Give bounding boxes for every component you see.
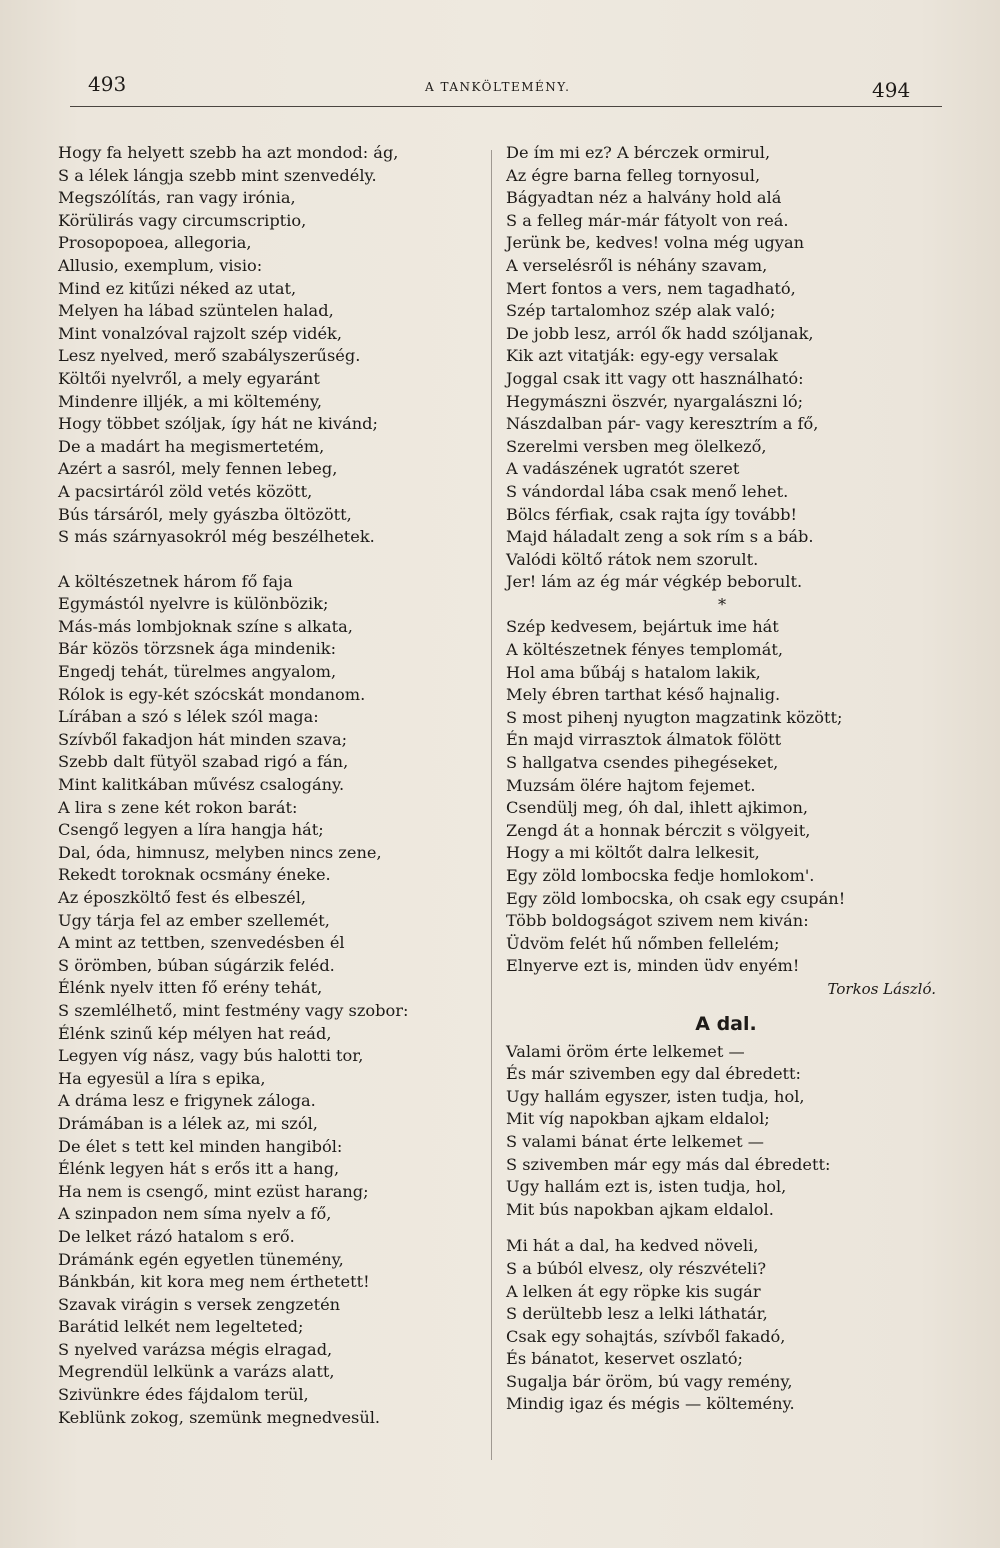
verse-line: Szép tartalomhoz szép alak való; xyxy=(506,301,776,321)
verse-line: Szép kedvesem, bejártuk ime hát xyxy=(506,617,779,637)
verse-line: Szavak virágin s versek zengzetén xyxy=(58,1294,341,1314)
verse-line: Elnyerve ezt is, minden üdv enyém! xyxy=(506,956,800,976)
verse-line: Rekedt toroknak ocsmány éneke. xyxy=(58,865,331,885)
asterisk-separator: * xyxy=(718,594,727,614)
verse-line: Élénk legyen hát s erős itt a hang, xyxy=(58,1159,340,1179)
verse-line: Megrendül lelkünk a varázs alatt, xyxy=(58,1362,335,1382)
verse-line: Több boldogságot szivem nem kiván: xyxy=(506,911,809,931)
verse-line: S szivemben már egy más dal ébredett: xyxy=(506,1154,831,1174)
verse-line: S most pihenj nyugton magzatink között; xyxy=(506,707,843,727)
verse-line: Mindenre illjék, a mi költemény, xyxy=(58,391,323,411)
verse-line: És bánatot, keservet oszlató; xyxy=(506,1349,743,1369)
verse-line: Bágyadtan néz a halvány hold alá xyxy=(506,188,782,208)
verse-line: Mind ez kitűzi néked az utat, xyxy=(58,278,297,298)
verse-line: Keblünk zokog, szemünk megnedvesül. xyxy=(58,1407,381,1427)
verse-line: Bús társáról, mely gyászba öltözött, xyxy=(58,504,352,524)
right-stanza-2 xyxy=(506,616,946,978)
verse-line: Ha nem is csengő, mint ezüst harang; xyxy=(58,1181,369,1201)
left-stanza-1 xyxy=(58,142,478,549)
verse-line: Prosopopoea, allegoria, xyxy=(58,233,252,253)
verse-line: Szerelmi versben meg ölelkező, xyxy=(506,436,767,456)
verse-line: Mit bús napokban ajkam eldalol. xyxy=(506,1199,774,1219)
verse-line: A lira s zene két rokon barát: xyxy=(58,797,298,817)
poem-title: A dal. xyxy=(695,1012,757,1035)
verse-line: Szivünkre édes fájdalom terül, xyxy=(58,1385,309,1405)
verse-line: Körülirás vagy circumscriptio, xyxy=(58,210,307,230)
verse-line: Zengd át a honnak bérczit s völgyeit, xyxy=(506,820,811,840)
verse-line: A vadászének ugratót szeret xyxy=(506,459,740,479)
verse-line: Mindig igaz és mégis — költemény. xyxy=(506,1394,795,1414)
verse-line: Hegymászni öszvér, nyargalászni ló; xyxy=(506,391,804,411)
left-column xyxy=(58,142,478,1429)
verse-line: Csendülj meg, óh dal, ihlett ajkimon, xyxy=(506,798,809,818)
verse-line: Költői nyelvről, a mely egyaránt xyxy=(58,368,320,388)
verse-line: Joggal csak itt vagy ott használható: xyxy=(506,368,804,388)
verse-line: Valódi költő rátok nem szorult. xyxy=(506,549,759,569)
stanza-gap xyxy=(506,1221,946,1235)
verse-line: S örömben, búban súgárzik feléd. xyxy=(58,955,335,975)
verse-line: Jer! lám az ég már végkép beborult. xyxy=(506,572,803,592)
verse-line: S a felleg már-már fátyolt von reá. xyxy=(506,210,789,230)
verse-line: De ím mi ez? A bérczek ormirul, xyxy=(506,143,771,162)
verse-line: Valami öröm érte lelkemet — xyxy=(506,1041,745,1061)
verse-line: Hol ama bűbáj s hatalom lakik, xyxy=(506,662,761,682)
left-stanza-2 xyxy=(58,571,478,1430)
verse-line: S a búból elvesz, oly részvételi? xyxy=(506,1258,767,1278)
verse-line: Mely ébren tarthat késő hajnalig. xyxy=(506,685,781,705)
verse-line: Drámában is a lélek az, mi szól, xyxy=(58,1113,318,1133)
verse-line: Hogy fa helyett szebb ha azt mondod: ág, xyxy=(58,143,399,162)
verse-line: Bár közös törzsnek ága mindenik: xyxy=(58,639,337,659)
poem-stanza-1 xyxy=(506,1041,946,1222)
page-header xyxy=(0,0,1000,120)
verse-line: Mi hát a dal, ha kedved növeli, xyxy=(506,1236,759,1256)
verse-line: Melyen ha lábad szüntelen halad, xyxy=(58,301,334,321)
verse-line: Ha egyesül a líra s epika, xyxy=(58,1068,266,1088)
verse-line: A költészetnek három fő faja xyxy=(58,571,293,591)
verse-line: A pacsirtáról zöld vetés között, xyxy=(58,481,313,501)
verse-line: Muzsám ölére hajtom fejemet. xyxy=(506,775,756,795)
verse-line: Azért a sasról, mely fennen lebeg, xyxy=(58,459,338,479)
verse-line: S valami bánat érte lelkemet — xyxy=(506,1131,764,1151)
verse-line: Bölcs férfiak, csak rajta így tovább! xyxy=(506,504,797,524)
verse-line: Egy zöld lombocska, oh csak egy csupán! xyxy=(506,888,846,908)
verse-line: Üdvöm felét hű nőmben fellelém; xyxy=(506,933,780,953)
verse-line: A költészetnek fényes templomát, xyxy=(506,640,784,660)
verse-line: Rólok is egy-két szócskát mondanom. xyxy=(58,684,366,704)
verse-line: S derültebb lesz a lelki láthatár, xyxy=(506,1304,768,1324)
verse-line: S más szárnyasokról még beszélhetek. xyxy=(58,527,375,547)
verse-line: A dráma lesz e frigynek záloga. xyxy=(58,1091,316,1111)
author-signature: Torkos László. xyxy=(827,979,936,998)
verse-line: Az égre barna felleg tornyosul, xyxy=(506,165,761,185)
verse-line: De jobb lesz, arról ők hadd szóljanak, xyxy=(506,323,814,343)
right-stanza-1 xyxy=(506,142,946,594)
verse-line: S hallgatva csendes pihegéseket, xyxy=(506,753,779,773)
verse-line: Drámánk egén egyetlen tünemény, xyxy=(58,1249,344,1269)
verse-line: Mert fontos a vers, nem tagadható, xyxy=(506,278,796,298)
verse-line: Kik azt vitatják: egy-egy versalak xyxy=(506,346,778,366)
verse-line: Dal, óda, himnusz, melyben nincs zene, xyxy=(58,842,382,862)
verse-line: Az époszköltő fest és elbeszél, xyxy=(58,888,307,907)
verse-line: És már szivemben egy dal ébredett: xyxy=(506,1064,801,1084)
section-separator xyxy=(506,594,946,617)
header-rule xyxy=(70,106,942,107)
poem-stanza-2 xyxy=(506,1235,946,1416)
page-number-left: 493 xyxy=(88,72,127,96)
stanza-gap xyxy=(58,549,478,571)
verse-line: Szívből fakadjon hát minden szava; xyxy=(58,729,348,749)
verse-line: S vándordal lába csak menő lehet. xyxy=(506,481,789,501)
verse-line: Sugalja bár öröm, bú vagy remény, xyxy=(506,1371,793,1391)
verse-line: Allusio, exemplum, visio: xyxy=(58,255,263,275)
verse-line: Bánkbán, kit kora meg nem érthetett! xyxy=(58,1272,370,1292)
verse-line: Egymástól nyelvre is különbözik; xyxy=(58,594,329,614)
verse-line: A mint az tettben, szenvedésben él xyxy=(58,933,345,953)
verse-line: A verselésről is néhány szavam, xyxy=(506,255,768,275)
verse-line: Élénk nyelv itten fő erény tehát, xyxy=(58,978,323,998)
verse-line: Mint vonalzóval rajzolt szép vidék, xyxy=(58,323,343,343)
verse-line: Csengő legyen a líra hangja hát; xyxy=(58,820,324,840)
verse-line: Ugy tárja fel az ember szellemét, xyxy=(58,910,330,930)
right-column xyxy=(506,142,946,1416)
verse-line: S a lélek lángja szebb mint szenvedély. xyxy=(58,165,377,185)
page-number-right: 494 xyxy=(872,78,911,102)
column-divider xyxy=(491,150,492,1460)
verse-line: Nászdalban pár- vagy keresztrím a fő, xyxy=(506,414,819,434)
verse-line: Hogy többet szóljak, így hát ne kivánd; xyxy=(58,414,378,434)
verse-line: Én majd virrasztok álmatok fölött xyxy=(506,730,782,750)
verse-line: Ugy hallám egyszer, isten tudja, hol, xyxy=(506,1086,805,1106)
verse-line: Szebb dalt fütyöl szabad rigó a fán, xyxy=(58,752,349,772)
verse-line: Majd háladalt zeng a sok rím s a báb. xyxy=(506,527,814,547)
verse-line: Mint kalitkában művész csalogány. xyxy=(58,775,345,795)
verse-line: Barátid lelkét nem legelteted; xyxy=(58,1317,304,1337)
verse-line: Élénk szinű kép mélyen hat reád, xyxy=(58,1023,332,1043)
verse-line: Hogy a mi költőt dalra lelkesit, xyxy=(506,843,760,863)
running-title: A TANKÖLTEMÉNY. xyxy=(425,80,571,94)
verse-line: Ugy hallám ezt is, isten tudja, hol, xyxy=(506,1177,787,1197)
verse-line: A szinpadon nem síma nyelv a fő, xyxy=(58,1204,332,1224)
verse-line: Engedj tehát, türelmes angyalom, xyxy=(58,662,337,682)
verse-line: A lelken át egy röpke kis sugár xyxy=(506,1281,761,1301)
verse-line: De lelket rázó hatalom s erő. xyxy=(58,1226,295,1246)
verse-line: Legyen víg nász, vagy bús halotti tor, xyxy=(58,1046,364,1066)
verse-line: Egy zöld lombocska fedje homlokom'. xyxy=(506,866,815,885)
verse-line: De élet s tett kel minden hangiból: xyxy=(58,1136,343,1156)
verse-line: Csak egy sohajtás, szívből fakadó, xyxy=(506,1326,786,1346)
verse-line: Jerünk be, kedves! volna még ugyan xyxy=(506,233,805,253)
verse-line: Megszólítás, ran vagy irónia, xyxy=(58,188,296,208)
verse-line: Lesz nyelved, merő szabályszerűség. xyxy=(58,346,361,366)
verse-line: S szemlélhető, mint festmény vagy szobor: xyxy=(58,1000,409,1020)
verse-line: Lírában a szó s lélek szól maga: xyxy=(58,707,319,727)
verse-line: Más-más lombjoknak színe s alkata, xyxy=(58,616,353,636)
verse-line: Mit víg napokban ajkam eldalol; xyxy=(506,1109,770,1129)
verse-line: De a madárt ha megismertetém, xyxy=(58,436,325,456)
verse-line: S nyelved varázsa mégis elragad, xyxy=(58,1339,333,1359)
